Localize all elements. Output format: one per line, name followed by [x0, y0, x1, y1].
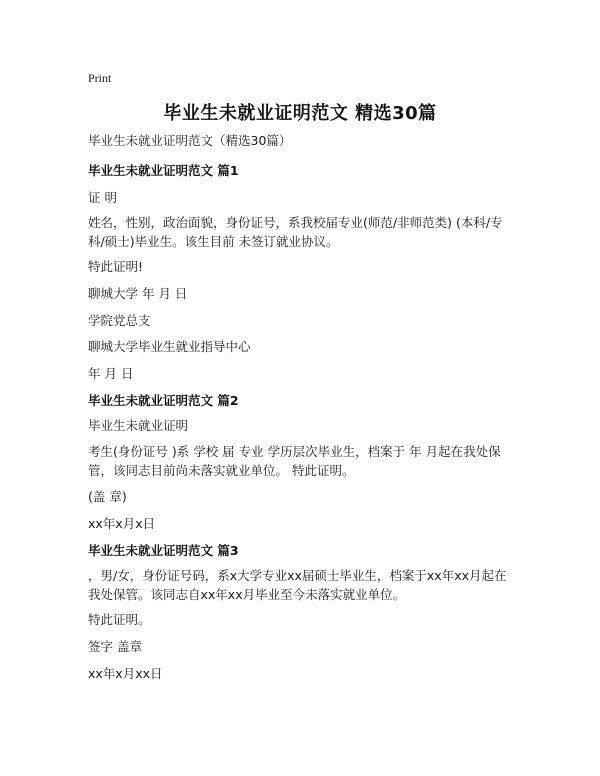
section-3-paragraph: 签字 盖章: [88, 639, 142, 654]
section-3-paragraph: xx年x月xx日: [88, 666, 163, 681]
section-heading-2: 毕业生未就业证明范文 篇2: [88, 393, 239, 408]
print-link[interactable]: Print: [88, 71, 112, 85]
section-1-paragraph: 特此证明!: [88, 259, 144, 274]
section-1-paragraph: 证 明: [88, 190, 117, 205]
section-3-paragraph: 特此证明。: [88, 612, 151, 627]
section-1-paragraph: 年 月 日: [88, 366, 134, 381]
document-subtitle: 毕业生未就业证明范文（精选30篇）: [88, 133, 292, 148]
section-1-paragraph: 聊城大学毕业生就业指导中心: [88, 339, 251, 354]
section-heading-3: 毕业生未就业证明范文 篇3: [88, 543, 239, 558]
document-title: 毕业生未就业证明范文 精选30篇: [163, 103, 437, 124]
section-1-paragraph: 姓名，性别，政治面貌，身份证号，系我校届专业(师范/非师范类) (本科/专科/硕士)毕业生。该生目前 未签订就业协议。: [88, 215, 503, 249]
section-3-paragraph: ，男/女，身份证号码，系x大学专业xx届硕士毕业生，档案于xx年xx月起在我处保管。该同志自xx年xx月毕业至今未落实就业单位。: [88, 568, 507, 602]
section-2-paragraph: (盖 章): [88, 489, 127, 504]
section-2-paragraph: 毕业生未就业证明: [88, 418, 189, 433]
section-2-paragraph: xx年x月x日: [88, 516, 156, 531]
section-2-paragraph: 考生(身份证号 )系 学校 届 专业 学历层次毕业生，档案于 年 月起在我处保管，该同志目前尚未落实就业单位。 特此证明。: [88, 444, 501, 478]
section-1-paragraph: 聊城大学 年 月 日: [88, 286, 188, 301]
section-heading-1: 毕业生未就业证明范文 篇1: [88, 163, 239, 178]
section-1-paragraph: 学院党总支: [88, 313, 151, 328]
